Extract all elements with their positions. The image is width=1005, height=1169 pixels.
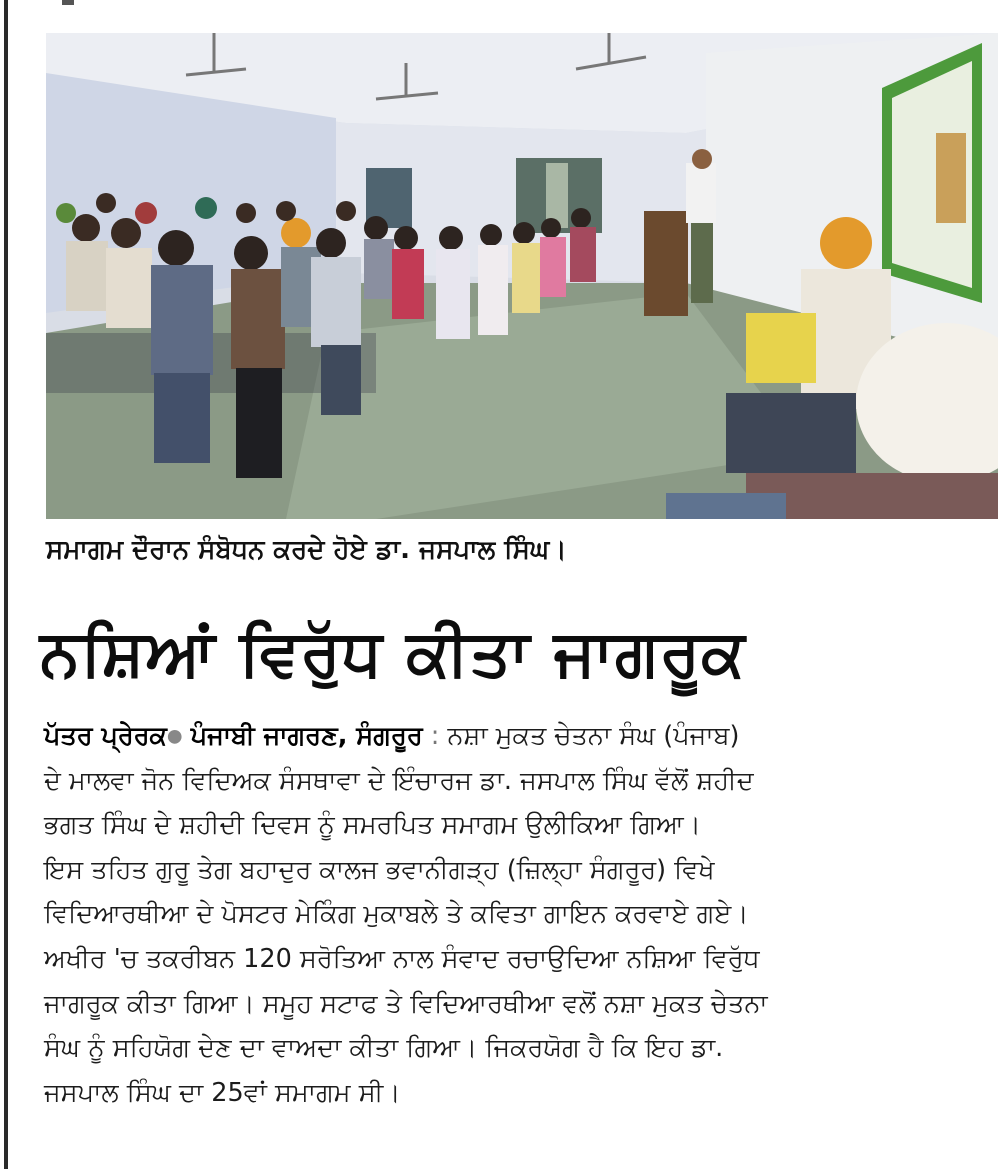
article-headline: ਨਸ਼ਿਆਂ ਵਿਰੁੱਧ ਕੀਤਾ ਜਾਗਰੂਕ (40, 617, 746, 691)
article-line: ਜਸਪਾਲ ਸਿੰਘ ਦਾ 25ਵਾਂ ਸਮਾਗਮ ਸੀ। (44, 1077, 401, 1108)
article-line: ਭਗਤ ਸਿੰਘ ਦੇ ਸ਼ਹੀਦੀ ਦਿਵਸ ਨੂੰ ਸਮਰਪਿਤ ਸਮਾਗਮ ਉਲੀਕਿਆ ਗਿਆ। (44, 810, 701, 841)
article-body (44, 714, 994, 1115)
byline-reporter: ਪੱਤਰ ਪ੍ਰੇਰਕ (44, 721, 167, 751)
byline-bullet: ● (166, 725, 183, 747)
article-line: ਦੇ ਮਾਲਵਾ ਜੋਨ ਵਿਦਿਅਕ ਸੰਸਥਾਵਾ ਦੇ ਇੰਚਾਰਜ ਡਾ. ਜਸਪਾਲ ਸਿੰਘ ਵੱਲੋਂ ਸ਼ਹੀਦ (44, 765, 754, 796)
event-photo-illustration (46, 33, 998, 519)
byline-paper-place: ਪੰਜਾਬੀ ਜਾਗਰਣ, ਸੰਗਰੂਰ (190, 721, 423, 751)
article-line-first (44, 714, 994, 759)
article-line: ਸੰਘ ਨੂੰ ਸਹਿਯੋਗ ਦੇਣ ਦਾ ਵਾਅਦਾ ਕੀਤਾ ਗਿਆ। ਜਿਕਰਯੋਗ ਹੈ ਕਿ ਇਹ ਡਾ. (44, 1033, 724, 1064)
page-border (4, 0, 8, 1169)
article-line: ਵਿਦਿਆਰਥੀਆ ਦੇ ਪੋਸਟਰ ਮੇਕਿੰਗ ਮੁਕਾਬਲੇ ਤੇ ਕਵਿਤਾ ਗਾਇਨ ਕਰਵਾਏ ਗਏ। (44, 899, 749, 930)
photo-caption: ਸਮਾਗਮ ਦੌਰਾਨ ਸੰਬੋਧਨ ਕਰਦੇ ਹੋਏ ਡਾ. ਜਸਪਾਲ ਸਿੰਘ। (46, 535, 567, 565)
event-photo (46, 33, 998, 519)
article-line: ਅਖੀਰ 'ਚ ਤਕਰੀਬਨ 120 ਸਰੋਤਿਆ ਨਾਲ ਸੰਵਾਦ ਰਚਾਉਦਿਆ ਨਸ਼ਿਆ ਵਿਰੁੱਧ (44, 943, 760, 974)
clipping-edge-mark (62, 0, 74, 5)
byline-separator: : (430, 721, 440, 751)
article-first-line-text: ਨਸ਼ਾ ਮੁਕਤ ਚੇਤਨਾ ਸੰਘ (ਪੰਜਾਬ) (447, 721, 740, 751)
article-line: ਇਸ ਤਹਿਤ ਗੁਰੂ ਤੇਗ ਬਹਾਦੁਰ ਕਾਲਜ ਭਵਾਨੀਗੜ੍ਹ (ਜ਼ਿਲ੍ਹਾ ਸੰਗਰੂਰ) ਵਿਖੇ (44, 854, 715, 885)
article-line: ਜਾਗਰੂਕ ਕੀਤਾ ਗਿਆ। ਸਮੂਹ ਸਟਾਫ ਤੇ ਵਿਦਿਆਰਥੀਆ ਵਲੋਂ ਨਸ਼ਾ ਮੁਕਤ ਚੇਤਨਾ (44, 988, 768, 1019)
